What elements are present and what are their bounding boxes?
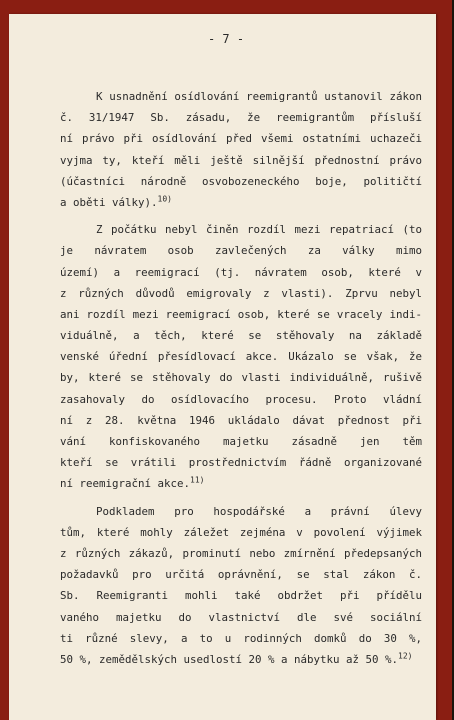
text-line: z různých zákazů, prominutí nebo zmírnění předepsaných xyxy=(60,546,422,560)
text-line: venské úřední přesídlovací akce. Ukázalo se však, že xyxy=(60,350,422,364)
text-line: a oběti války). xyxy=(60,195,158,209)
text-line: (účastníci národně osvobozeneckého boje, političtí xyxy=(60,174,422,188)
text-line-last xyxy=(60,473,422,494)
text-line: vyjma ty, kteří měli ještě silnější přednostní právo xyxy=(60,153,422,167)
text-line: z různých důvodů emigrovaly z vlasti). Zprvu nebyl xyxy=(60,286,422,300)
text-line: by, které se stěhovaly do vlasti individuálně, rušivě xyxy=(60,371,422,385)
text-line: viduálně, a těch, které se stěhovaly na základě xyxy=(60,329,422,343)
page-body xyxy=(60,86,422,670)
text-line: ní právo při osídlování před všemi ostatními uchazeči xyxy=(60,132,422,146)
text-line: č. 31/1947 Sb. zásadu, že reemigrantům přísluší xyxy=(60,111,422,125)
text-line: Podkladem pro hospodářské a právní úlevy xyxy=(96,504,422,518)
text-line: je návratem osob zavlečených za války mimo xyxy=(60,244,422,258)
text-line: vání konfiskovaného majetku zásadně jen těm xyxy=(60,435,422,448)
text-line: zasahovaly do osídlovacího procesu. Proto vládní xyxy=(60,392,422,406)
text-line: ní reemigrační akce. xyxy=(60,477,191,491)
text-line-last xyxy=(60,192,422,213)
footnote-ref: 12) xyxy=(398,651,413,661)
paragraph-2 xyxy=(60,219,422,494)
text-line: tům, které mohly záležet zejména v povolení výjimek xyxy=(60,525,422,539)
text-line: 50 %, zemědělských usedlostí 20 % a nábytku až 50 %. xyxy=(60,652,399,666)
text-line: K usnadnění osídlování reemigrantů ustanovil zákon xyxy=(96,90,422,103)
text-line-last xyxy=(60,649,422,670)
text-line: ti různé slevy, a to u rodinných domků do 30 %, xyxy=(60,631,422,645)
paragraph-1 xyxy=(60,86,422,213)
text-line: kteří se vrátili prostřednictvím řádně organizované xyxy=(60,456,422,470)
text-line: ní z 28. května 1946 ukládalo dávat přednost při xyxy=(60,413,422,427)
text-line: Sb. Reemigranti mohli také obdržet při přídělu xyxy=(60,589,422,603)
paragraph-3 xyxy=(60,501,422,671)
text-line: Z počátku nebyl činěn rozdíl mezi repatriací (to xyxy=(96,223,422,237)
text-line: ani rozdíl mezi reemigrací osob, které se vracely indi- xyxy=(60,307,422,321)
page-number: - 7 - xyxy=(207,32,245,46)
text-line: požadavků pro určitá oprávnění, se stal zákon č. xyxy=(60,568,422,582)
text-line: území) a reemigrací (tj. návratem osob, které v xyxy=(60,265,422,279)
text-line: vaného majetku do vlastnictví dle své sociální xyxy=(60,610,422,624)
footnote-ref: 10) xyxy=(157,194,172,204)
footnote-ref: 11) xyxy=(190,475,205,485)
